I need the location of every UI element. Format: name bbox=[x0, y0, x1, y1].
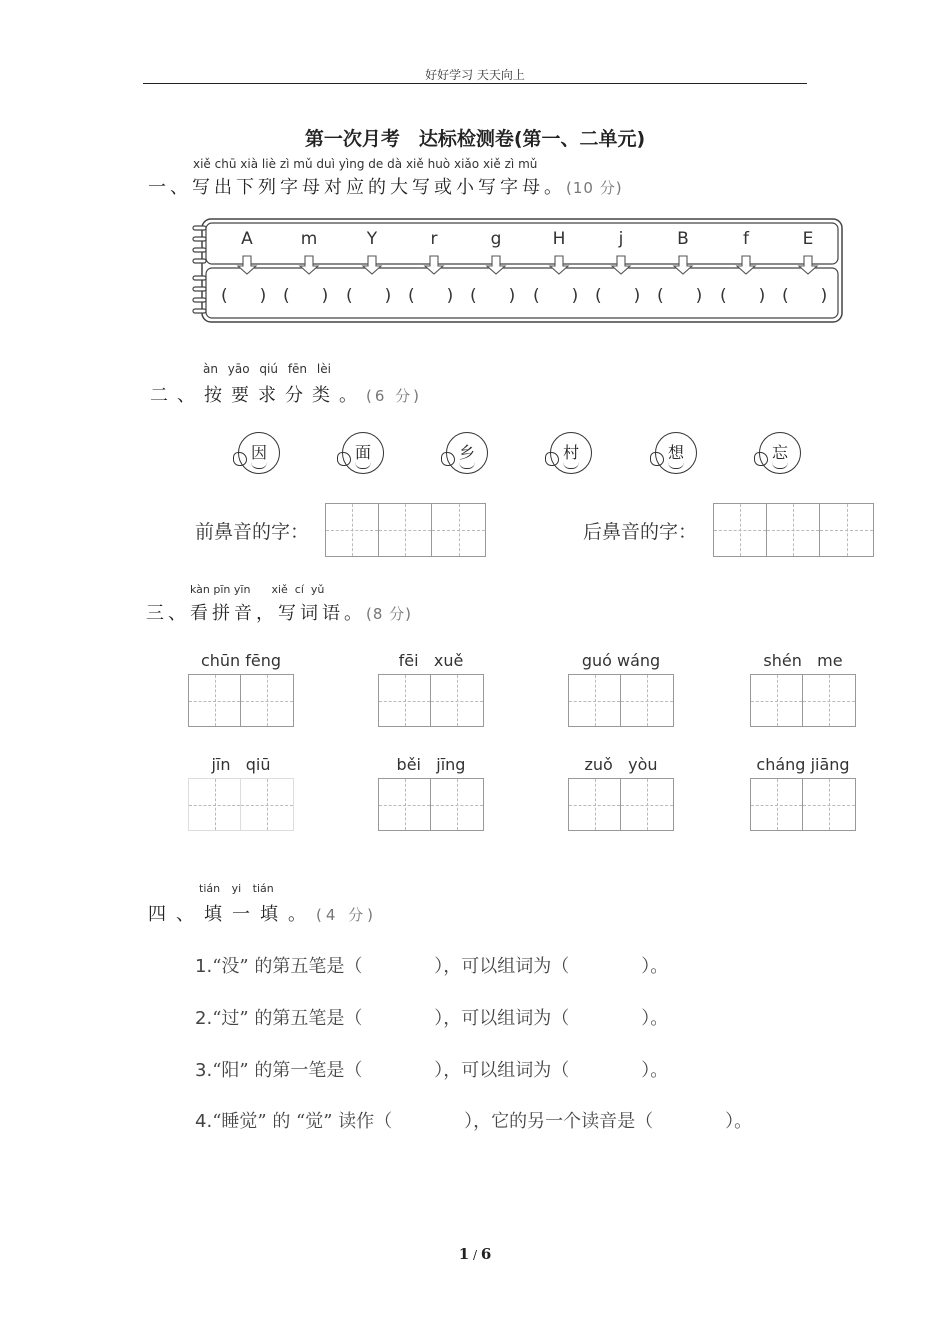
word-grid[interactable] bbox=[568, 778, 674, 831]
character-face bbox=[545, 432, 597, 480]
section3-pinyin: kàn pīn yīn xiě cí yǔ bbox=[190, 583, 325, 596]
answer-blank[interactable]: ( ) bbox=[657, 286, 703, 306]
section4-heading: 四、填一填。(4 分) bbox=[148, 904, 378, 925]
character-face bbox=[233, 432, 285, 480]
pinyin-syllable: huò bbox=[427, 157, 451, 171]
section-number: 三、 bbox=[146, 603, 190, 624]
pinyin-syllable: de bbox=[368, 157, 384, 171]
section3-heading: 三、看拼音，写词语。(8 分) bbox=[146, 603, 413, 624]
section1-pinyin bbox=[193, 157, 537, 171]
pinyin-syllable: yìng bbox=[338, 157, 365, 171]
pinyin-syllable: liè bbox=[261, 157, 276, 171]
page-title: 第一次月考 达标检测卷(第一、二单元) bbox=[304, 128, 646, 150]
character-face bbox=[441, 432, 493, 480]
answer-blank[interactable]: ( ) bbox=[782, 286, 828, 306]
pinyin-syllable: mǔ bbox=[293, 157, 313, 171]
section-number: 四、 bbox=[148, 904, 204, 925]
face-char: 忘 bbox=[771, 443, 788, 462]
pinyin-syllable: yāo bbox=[227, 362, 250, 376]
letter: B bbox=[677, 229, 689, 249]
character-face bbox=[650, 432, 702, 480]
answer-blank[interactable]: ( ) bbox=[470, 286, 516, 306]
letter: Y bbox=[366, 229, 378, 249]
section-score: (10 分) bbox=[566, 179, 623, 197]
letter: g bbox=[490, 229, 502, 249]
answer-blank[interactable]: ( ) bbox=[221, 286, 267, 306]
word-grid[interactable] bbox=[378, 674, 484, 727]
word-pinyin: shén me bbox=[763, 651, 843, 670]
pinyin-syllable: xiě bbox=[193, 157, 211, 171]
section-number: 二、 bbox=[150, 385, 204, 406]
word-grid[interactable] bbox=[568, 674, 674, 727]
section-number: 一、 bbox=[148, 177, 192, 198]
letter: f bbox=[743, 229, 749, 249]
word-grid[interactable] bbox=[750, 674, 856, 727]
pinyin-syllable: zì bbox=[279, 157, 290, 171]
answer-blank[interactable]: ( ) bbox=[346, 286, 392, 306]
section1-heading: 一、写出下列字母对应的大写或小写字母。(10 分) bbox=[148, 177, 623, 198]
pinyin-syllable: xiě bbox=[405, 157, 424, 171]
face-char: 乡 bbox=[458, 443, 475, 462]
pinyin-syllable: dà bbox=[387, 157, 403, 171]
question-3[interactable]: 3.“阳” 的第一笔是（ ），可以组词为（ ）。 bbox=[195, 1060, 669, 1081]
letter: r bbox=[430, 229, 438, 249]
face-char: 因 bbox=[250, 443, 267, 462]
word-pinyin: zuǒ yòu bbox=[584, 755, 658, 774]
pinyin-syllable: duì bbox=[316, 157, 335, 171]
word-pinyin: fēi xuě bbox=[398, 651, 464, 670]
letter: H bbox=[552, 229, 566, 249]
pinyin-syllable: fēn bbox=[287, 362, 308, 376]
pinyin-syllable: zì bbox=[504, 157, 515, 171]
character-face bbox=[754, 432, 806, 480]
section-instruction: 填一填 bbox=[204, 904, 288, 925]
question-4[interactable]: 4.“睡觉” 的 “觉” 读作（ ），它的另一个读音是（ ）。 bbox=[195, 1111, 753, 1132]
page-number: 1 / 6 bbox=[458, 1245, 492, 1263]
letter: j bbox=[618, 229, 624, 249]
pinyin-syllable: mǔ bbox=[518, 157, 538, 171]
section-instruction: 看拼音，写词语 bbox=[190, 603, 344, 624]
answer-blank[interactable]: ( ) bbox=[595, 286, 641, 306]
pinyin-syllable: chū bbox=[214, 157, 237, 171]
face-char: 面 bbox=[354, 443, 371, 462]
word-pinyin: cháng jiāng bbox=[756, 755, 850, 774]
pinyin-syllable: xiǎo bbox=[453, 157, 480, 171]
letter: E bbox=[802, 229, 814, 249]
question-2[interactable]: 2.“过” 的第五笔是（ ），可以组词为（ ）。 bbox=[195, 1008, 669, 1029]
pinyin-syllable: xià bbox=[240, 157, 259, 171]
answer-blank[interactable]: ( ) bbox=[720, 286, 766, 306]
character-face bbox=[337, 432, 389, 480]
header-divider bbox=[143, 83, 807, 84]
word-grid[interactable] bbox=[188, 674, 294, 727]
pinyin-syllable: qiú bbox=[259, 362, 278, 376]
answer-blank[interactable]: ( ) bbox=[283, 286, 329, 306]
word-pinyin: chūn fēng bbox=[200, 651, 282, 670]
pinyin-syllable: xiě bbox=[482, 157, 501, 171]
page-header: 好好学习 天天向上 bbox=[425, 68, 525, 82]
word-pinyin: běi jīng bbox=[396, 755, 466, 774]
face-char: 村 bbox=[562, 443, 579, 462]
writing-grid-back[interactable] bbox=[713, 503, 874, 557]
section4-pinyin: tián yi tián bbox=[199, 882, 274, 895]
section-score: (6 分) bbox=[366, 387, 423, 405]
word-pinyin: guó wáng bbox=[581, 651, 661, 670]
answer-blank[interactable]: ( ) bbox=[533, 286, 579, 306]
letter: A bbox=[241, 229, 253, 249]
face-char: 想 bbox=[667, 443, 684, 462]
word-pinyin: jīn qiū bbox=[211, 755, 271, 774]
word-grid[interactable] bbox=[750, 778, 856, 831]
section2-heading: 二、按要求分类。(6 分) bbox=[150, 385, 423, 406]
section2-pinyin bbox=[203, 362, 331, 376]
front-nasal-label: 前鼻音的字： bbox=[195, 521, 310, 543]
letter: m bbox=[300, 229, 318, 249]
word-grid[interactable] bbox=[188, 778, 294, 831]
answer-blank[interactable]: ( ) bbox=[408, 286, 454, 306]
question-1[interactable]: 1.“没” 的第五笔是（ ），可以组词为（ ）。 bbox=[195, 956, 669, 977]
section-score: (8 分) bbox=[366, 605, 413, 623]
pinyin-syllable: àn bbox=[203, 362, 218, 376]
section-score: (4 分) bbox=[316, 906, 378, 924]
pinyin-syllable: lèi bbox=[316, 362, 331, 376]
word-grid[interactable] bbox=[378, 778, 484, 831]
back-nasal-label: 后鼻音的字： bbox=[583, 521, 698, 543]
writing-grid-front[interactable] bbox=[325, 503, 486, 557]
section-instruction: 按要求分类 bbox=[204, 385, 339, 406]
section-instruction: 写出下列字母对应的大写或小写字母 bbox=[192, 177, 544, 198]
